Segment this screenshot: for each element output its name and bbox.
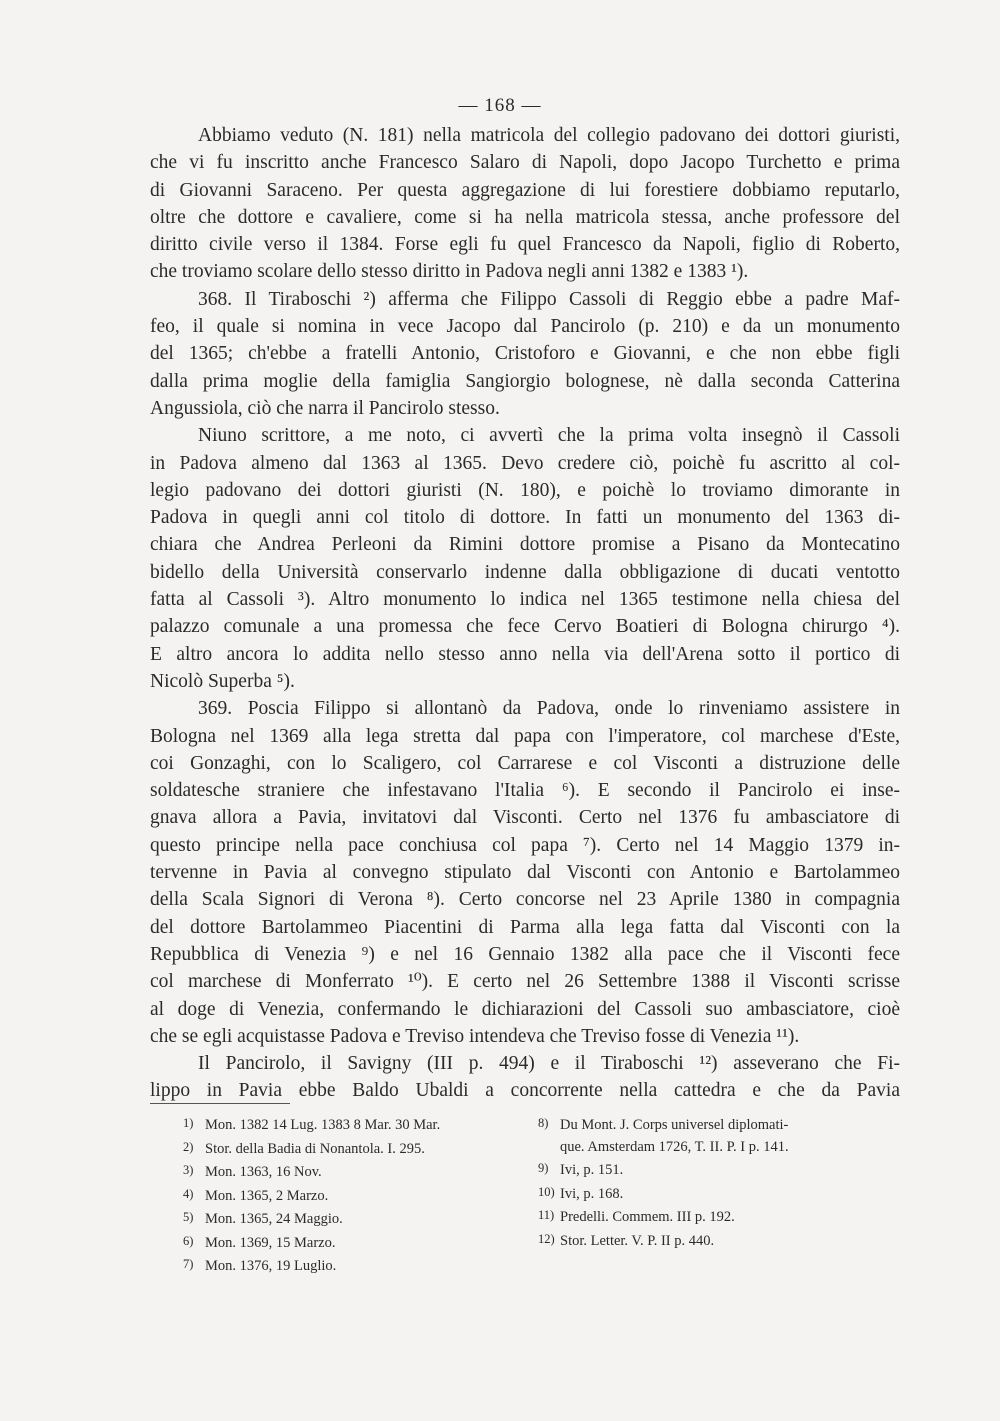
footnote <box>183 1137 543 1161</box>
footnote <box>183 1231 543 1255</box>
text-line: che troviamo scolare dello stesso diritto in Padova negli anni 1382 e 1383 ¹). <box>150 261 749 283</box>
footnote <box>538 1113 903 1137</box>
footnote-text: Mon. 1369, 15 Marzo. <box>205 1234 336 1251</box>
text-line: feo, il quale si nomina in vece Jacopo dal Pancirolo (p. 210) e da un monumento <box>150 316 900 338</box>
footnote <box>538 1158 903 1182</box>
text-line: tervenne in Pavia al convegno stipulato dal Visconti con Antonio e Bartolammeo <box>150 862 900 884</box>
footnote-number: 12) <box>538 1231 555 1246</box>
footnote-text: que. Amsterdam 1726, T. II. P. I p. 141. <box>560 1138 789 1155</box>
footnote-text: Mon. 1365, 24 Maggio. <box>205 1211 343 1227</box>
text-line: 368. Il Tiraboschi ²) afferma che Filippo Cassoli di Reggio ebbe a padre Maf- <box>198 288 900 310</box>
footnote-text: Mon. 1382 14 Lug. 1383 8 Mar. 30 Mar. <box>205 1117 441 1133</box>
footnote-text: Stor. della Badia di Nonantola. I. 295. <box>205 1140 425 1157</box>
footnote-number: 8) <box>538 1116 549 1130</box>
footnote <box>183 1207 543 1231</box>
text-line: E altro ancora lo addita nello stesso anno nella via dell'Arena sotto il portico di <box>150 643 900 665</box>
text-line: Padova in quegli anni col titolo di dottore. In fatti un monumento del 1363 di- <box>150 507 900 529</box>
text-line: legio padovano dei dottori giuristi (N. 180), e poichè lo troviamo dimorante in <box>150 479 900 501</box>
text-line: Angussiola, ciò che narra il Pancirolo stesso. <box>150 397 500 419</box>
text-line: col marchese di Monferrato ¹⁰). E certo nel 26 Settembre 1388 il Visconti scrisse <box>150 971 900 993</box>
footnote-text: Du Mont. J. Corps universel diplomati- <box>560 1117 789 1133</box>
footnotes-left <box>183 1113 543 1278</box>
footnote <box>183 1184 543 1208</box>
text-line: di Giovanni Saraceno. Per questa aggregazione di lui forestiere dobbiamo reputarlo, <box>150 179 900 201</box>
footnote-number: 2) <box>183 1139 194 1154</box>
text-line: al doge di Venezia, confermando le dichiarazioni del Cassoli suo ambasciatore, cioè <box>150 998 900 1020</box>
text-line: 369. Poscia Filippo si allontanò da Padova, onde lo rinveniamo assistere in <box>198 698 900 720</box>
footnote-number: 6) <box>183 1233 194 1248</box>
footnote <box>183 1254 543 1278</box>
text-line: che se egli acquistasse Padova e Treviso intendeva che Treviso fosse di Venezia ¹¹). <box>150 1025 800 1047</box>
footnote-text: Mon. 1365, 2 Marzo. <box>205 1187 329 1204</box>
footnote-separator <box>150 1103 290 1104</box>
footnote-text: Mon. 1363, 16 Nov. <box>205 1164 322 1180</box>
text-line: che vi fu inscritto anche Francesco Salaro di Napoli, dopo Jacopo Turchetto e prima <box>150 152 900 174</box>
footnote-number: 9) <box>538 1161 549 1175</box>
footnote <box>538 1229 903 1253</box>
footnote-number: 5) <box>183 1210 194 1224</box>
text-line: bidello della Università conservarlo indenne dalla obbligazione di ducati ventotto <box>150 561 900 583</box>
footnote-number: 1) <box>183 1116 194 1130</box>
footnote-number: 10) <box>538 1184 555 1199</box>
text-line: questo principe nella pace conchiusa col papa ⁷). Certo nel 14 Maggio 1379 in- <box>150 834 900 856</box>
text-line: dalla prima moglie della famiglia Sangiorgio bolognese, nè dalla seconda Catterina <box>150 370 900 392</box>
text-line: della Scala Signori di Verona ⁸). Certo concorse nel 23 Aprile 1380 in compagnia <box>150 889 900 911</box>
footnote-number: 4) <box>183 1186 194 1201</box>
footnote-number: 11) <box>538 1208 555 1222</box>
text-line: Niuno scrittore, a me noto, ci avvertì che la prima volta insegnò il Cassoli <box>198 425 900 447</box>
footnote-number: 7) <box>183 1257 194 1271</box>
text-line: coi Gonzaghi, con lo Scaligero, col Carrarese e col Visconti a distruzione delle <box>150 752 900 774</box>
body-text <box>150 122 900 1105</box>
footnote-text: Stor. Letter. V. P. II p. 440. <box>560 1232 715 1249</box>
footnote <box>183 1113 543 1137</box>
footnote-text: Predelli. Commem. III p. 192. <box>560 1209 735 1225</box>
footnote-text: Ivi, p. 151. <box>560 1162 624 1178</box>
text-line: Abbiamo veduto (N. 181) nella matricola del collegio padovano dei dottori giuristi, <box>198 125 900 146</box>
footnote <box>538 1182 903 1206</box>
footnote-number: 3) <box>183 1163 194 1177</box>
text-line: soldatesche straniere che infestavano l'Italia ⁶). E secondo il Pancirolo ei inse- <box>150 780 900 802</box>
text-line: Nicolò Superba ⁵). <box>150 670 295 692</box>
text-line: Il Pancirolo, il Savigny (III p. 494) e il Tiraboschi ¹²) asseverano che Fi- <box>198 1053 900 1075</box>
text-line: del dottore Bartolammeo Piacentini di Parma alla lega fatta dal Visconti con la <box>150 916 900 938</box>
page-number: — 168 — <box>458 95 542 116</box>
text-line: oltre che dottore e cavaliere, come si ha nella matricola stessa, anche professore del <box>150 206 900 228</box>
text-line: lippo in Pavia ebbe Baldo Ubaldi a concorrente nella cattedra e che da Pavia <box>150 1080 900 1102</box>
text-line: Repubblica di Venezia ⁹) e nel 16 Gennaio 1382 alla pace che il Visconti fece <box>150 943 900 965</box>
text-line: fatta al Cassoli ³). Altro monumento lo indica nel 1365 testimone nella chiesa del <box>150 589 900 611</box>
text-line: palazzo comunale a una promessa che fece Cervo Boatieri di Bologna chirurgo ⁴). <box>150 616 900 638</box>
footnote-text: Ivi, p. 168. <box>560 1185 624 1202</box>
text-line: chiara che Andrea Perleoni da Rimini dottore promise a Pisano da Montecatino <box>150 534 900 556</box>
footnote <box>183 1160 543 1184</box>
text-line: gnava allora a Pavia, invitatovi dal Visconti. Certo nel 1376 fu ambasciatore di <box>150 807 900 829</box>
text-line: diritto civile verso il 1384. Forse egli fu quel Francesco da Napoli, figlio di Roberto, <box>150 234 900 256</box>
text-line: in Padova almeno dal 1363 al 1365. Devo credere ciò, poichè fu ascritto al col- <box>150 452 900 474</box>
text-line: Bologna nel 1369 alla lega stretta dal papa con l'imperatore, col marchese d'Este, <box>150 725 900 747</box>
footnotes-right <box>538 1113 903 1252</box>
footnote-text: Mon. 1376, 19 Luglio. <box>205 1258 337 1274</box>
text-line: del 1365; ch'ebbe a fratelli Antonio, Cristoforo e Giovanni, e che non ebbe figli <box>150 343 900 365</box>
footnote <box>538 1137 903 1159</box>
footnote <box>538 1205 903 1229</box>
